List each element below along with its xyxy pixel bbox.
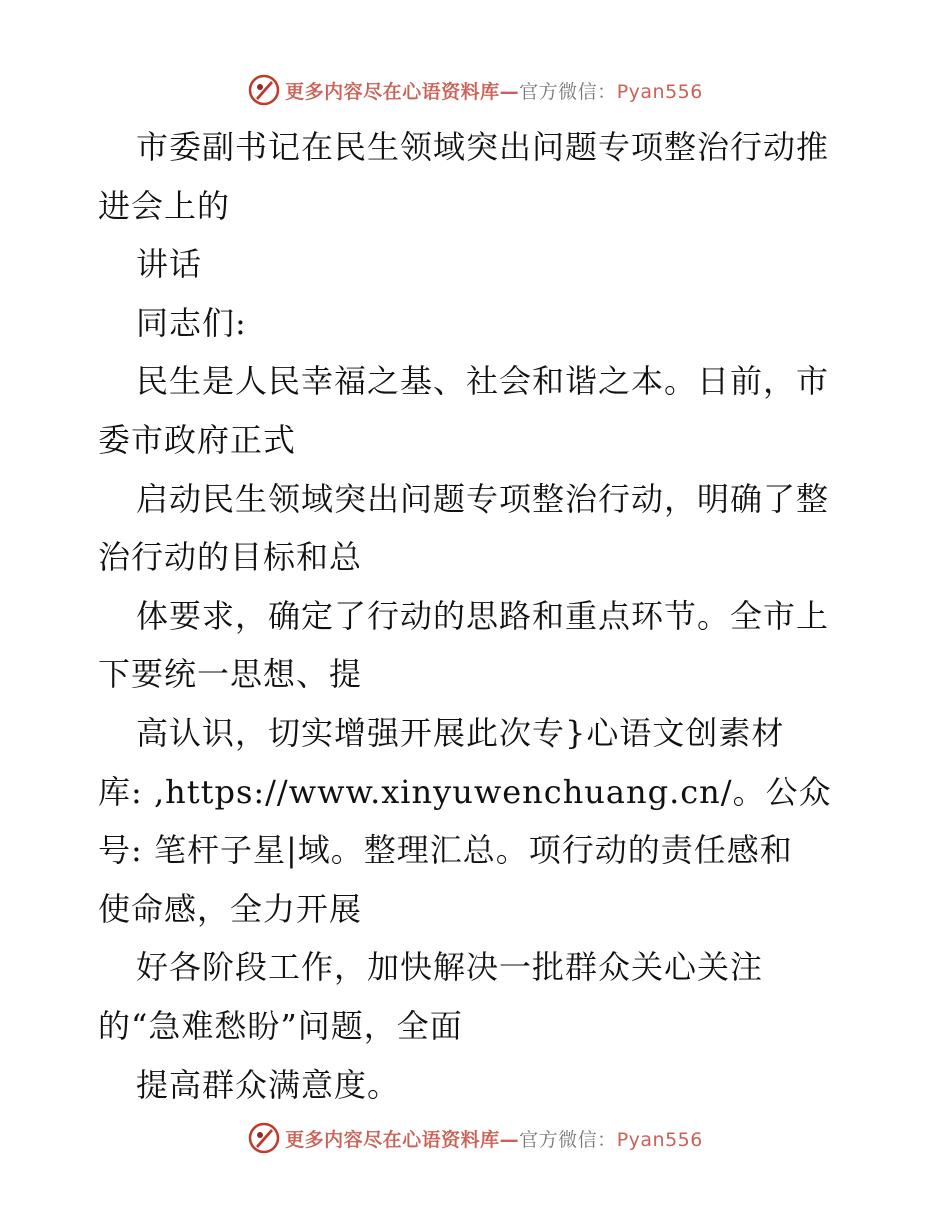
watermark-site: 更多内容尽在心语资料库 xyxy=(285,1128,500,1151)
watermark-dash: — xyxy=(499,1128,520,1151)
text-line: 号: 笔杆子星|域。整理汇总。项行动的责任感和 xyxy=(98,831,793,870)
text-line: 下要统一思想、提 xyxy=(98,655,363,694)
text-line: 体要求，确定了行动的思路和重点环节。全市上 xyxy=(136,596,830,635)
text-line: 治行动的目标和总 xyxy=(98,538,363,577)
watermark-official: 官方微信： xyxy=(519,1128,617,1151)
text-line: 提高群众满意度。 xyxy=(136,1065,401,1104)
text-line: 高认识，切实增强开展此次专}心语文创素材 xyxy=(136,713,785,752)
watermark-official: 官方微信： xyxy=(519,80,617,103)
text-line: 使命感，全力开展 xyxy=(98,889,363,928)
text-line: 进会上的 xyxy=(98,186,231,225)
watermark-dash: — xyxy=(499,80,520,103)
header-watermark xyxy=(0,70,950,110)
watermark-handle: Pyan556 xyxy=(616,80,703,103)
text-line: 民生是人民幸福之基、社会和谐之本。日前，市 xyxy=(136,362,830,401)
text-line: 讲话 xyxy=(136,245,203,284)
text-line: 委市政府正式 xyxy=(98,420,297,459)
text-line: 启动民生领域突出问题专项整治行动，明确了整 xyxy=(136,479,830,518)
watermark-site: 更多内容尽在心语资料库 xyxy=(285,80,500,103)
text-line: 库: ,https://www.xinyuwenchuang.cn/。公众 xyxy=(98,772,832,811)
quill-pen-logo-icon xyxy=(247,1121,281,1155)
watermark-text xyxy=(285,1125,703,1152)
text-line: 的“急难愁盼”问题，全面 xyxy=(98,1006,463,1045)
text-line: 好各阶段工作，加快解决一批群众关心关注 xyxy=(136,948,764,987)
text-line: 同志们: xyxy=(136,303,247,342)
watermark-handle: Pyan556 xyxy=(616,1128,703,1151)
watermark-text xyxy=(285,77,703,104)
text-line: 市委副书记在民生领域突出问题专项整治行动推 xyxy=(136,128,830,166)
speech-body xyxy=(98,118,858,1114)
quill-pen-logo-icon xyxy=(247,73,281,107)
footer-watermark xyxy=(0,1118,950,1158)
